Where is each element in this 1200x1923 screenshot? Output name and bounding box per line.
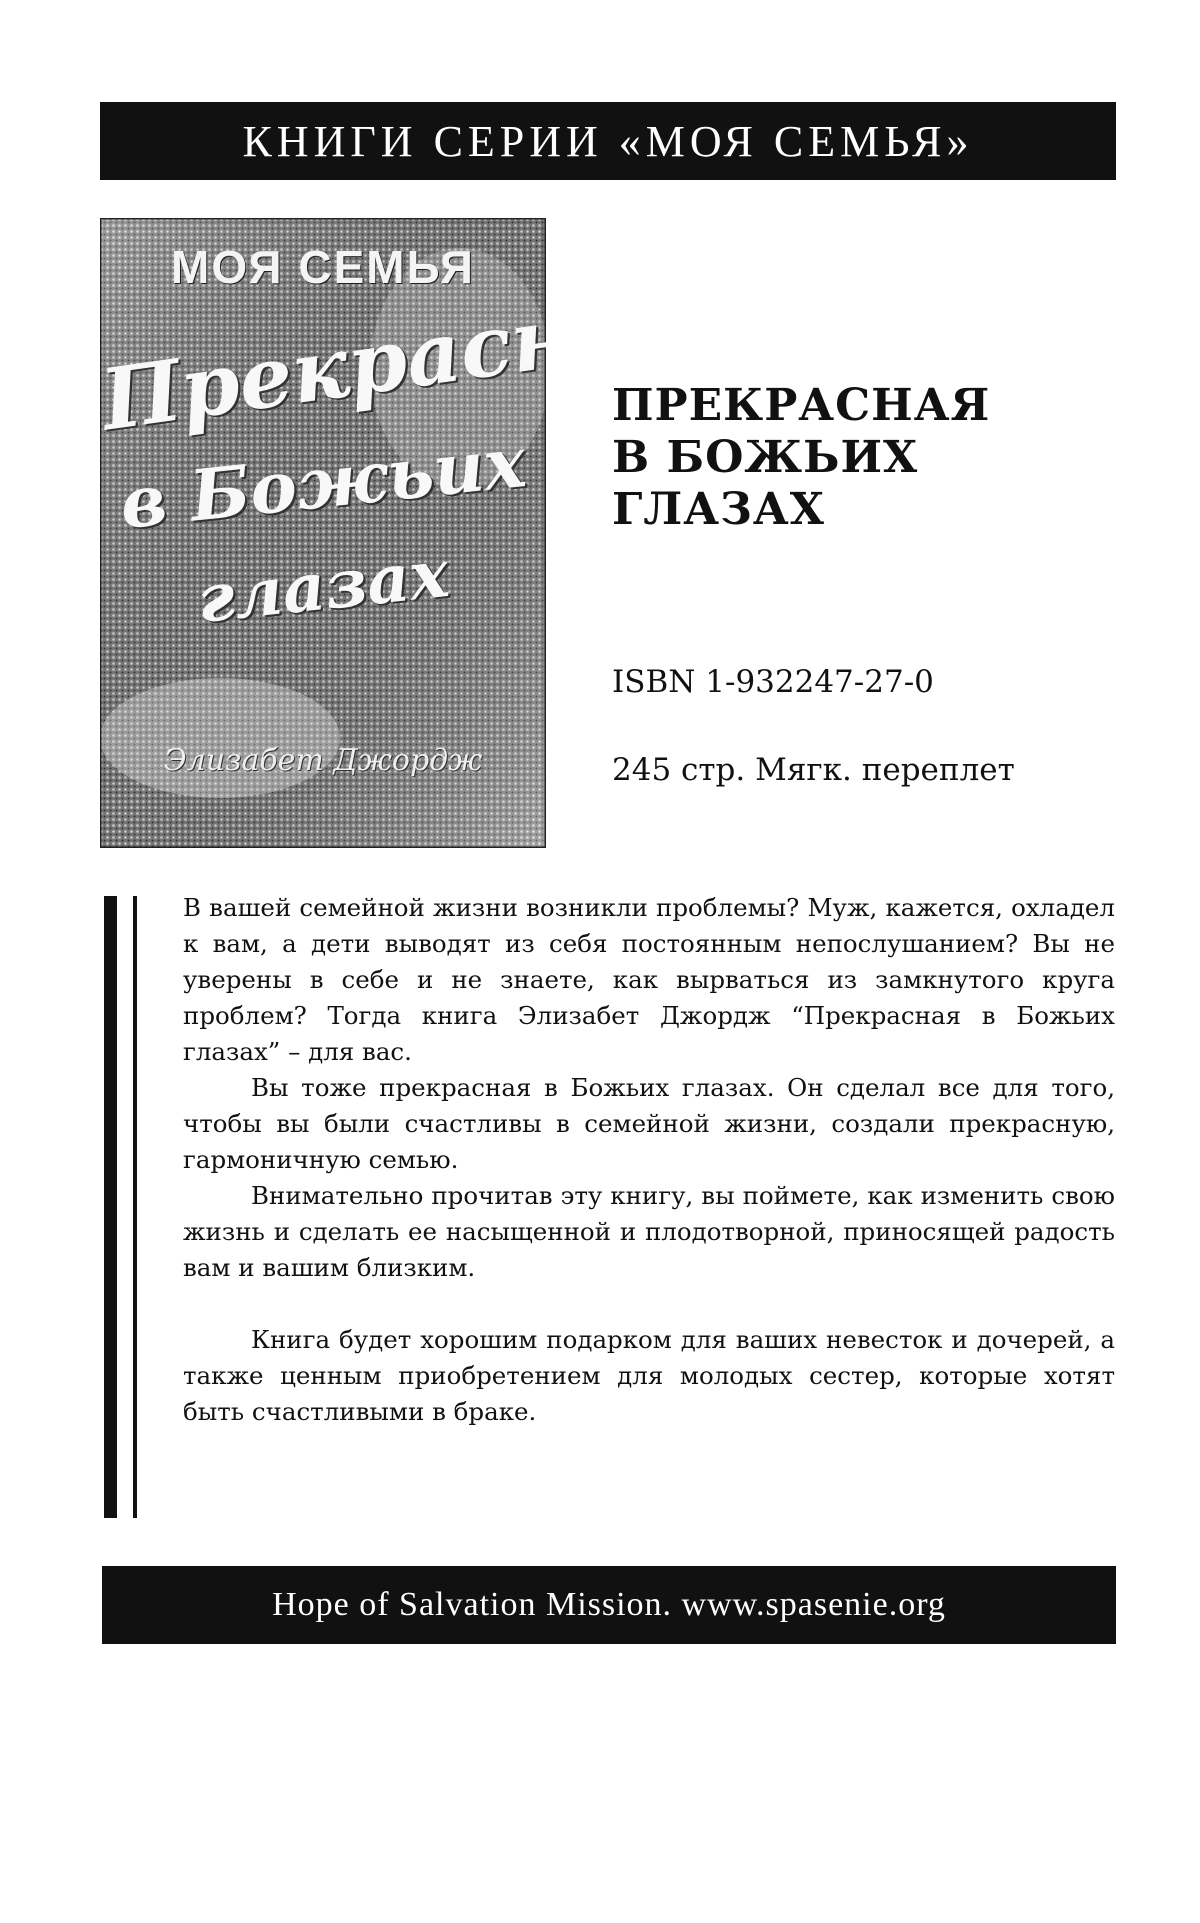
publisher-text: Hope of Salvation Mission. www.spasenie.org [272,1586,946,1624]
description-paragraph-3: Внимательно прочитав эту книгу, вы поймете, как изменить свою жизнь и сделать ее насыщенной и плодотворной, приносящей радость вам и вашим близким. [183,1178,1115,1286]
decorative-bar-thick [104,896,117,1518]
book-pages-binding: 245 стр. Мягк. переплет [612,752,1015,788]
book-isbn: ISBN 1-932247-27-0 [612,664,934,700]
cover-title-line-1: Прекрасная [100,297,546,442]
series-banner [100,102,1116,180]
description-paragraph-4: Книга будет хорошим подарком для ваших невесток и дочерей, а также ценным приобретением для молодых сестер, которые хотят быть счастливыми в браке. [183,1322,1115,1430]
publisher-banner [102,1566,1116,1644]
cover-author: Элизабет Джордж [100,743,546,778]
book-title-line-3: ГЛАЗАХ [612,484,1132,536]
cover-series-label: МОЯ СЕМЬЯ [100,240,546,294]
series-banner-title: КНИГИ СЕРИИ «МОЯ СЕМЬЯ» [242,116,973,167]
cover-title-line-2: в Божьих [100,425,546,541]
book-title [612,380,1132,536]
description-paragraph-1: В вашей семейной жизни возникли проблемы? Муж, кажется, охладел к вам, а дети выводят из себя постоянным непослушанием? Вы не уверены в себе и не знаете, как вырваться из замкнутого круга проблем? Тогда книга Элизабет Джордж “Прекрасная в Божьих глазах” – для вас. [183,890,1115,1070]
description-paragraph-2: Вы тоже прекрасная в Божьих глазах. Он сделал все для того, чтобы вы были счастливы в семейной жизни, создали прекрасную, гармоничную семью. [183,1070,1115,1178]
book-cover-image [100,218,546,848]
book-title-line-1: ПРЕКРАСНАЯ [612,380,1132,432]
cover-title-line-3: глазах [100,530,546,642]
book-title-line-2: В БОЖЬИХ [612,432,1132,484]
book-description [183,890,1115,1430]
decorative-bar-thin [133,896,137,1518]
